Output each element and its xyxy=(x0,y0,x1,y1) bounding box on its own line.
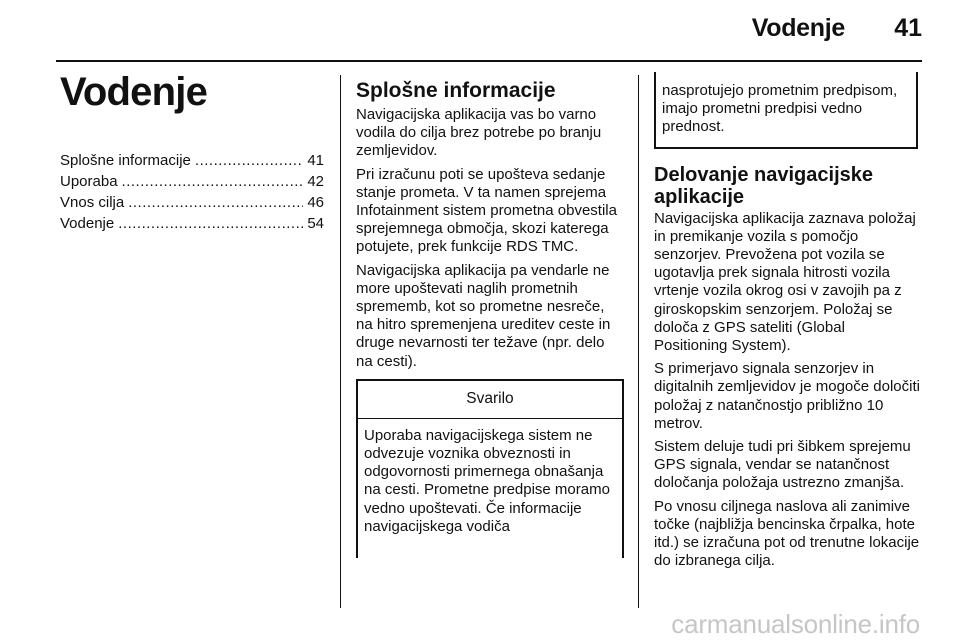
paragraph: Navigacijska aplikacija vas bo varno vodila do cilja brez potrebe po branju zemljevidov. xyxy=(356,106,602,160)
table-of-contents xyxy=(60,150,324,234)
watermark: carmanualsonline.info xyxy=(671,609,920,639)
section-heading: Delovanje navigacijske aplikacije xyxy=(654,163,874,208)
toc-label: Vodenje xyxy=(60,215,115,232)
right-column xyxy=(654,72,922,575)
page-header-title: Vodenje xyxy=(751,14,845,42)
toc-leader-dots xyxy=(128,192,303,213)
paragraph: Pri izračunu poti se upošteva sedanje stanje prometa. V ta namen sprejema Infotainment sistem prometna obvestila sprejemnega območja, skozi katerega potujete, prek funkcije RDS TMC. xyxy=(356,165,617,256)
warning-title: Svarilo xyxy=(358,381,622,419)
toc-page: 42 xyxy=(307,173,324,190)
section-heading: Splošne informacije xyxy=(356,79,556,102)
chapter-title: Vodenje xyxy=(60,70,208,114)
toc-label: Splošne informacije xyxy=(60,152,191,169)
toc-entry[interactable] xyxy=(60,192,324,213)
warning-box xyxy=(356,379,624,558)
warning-box-continued: nasprotujejo prometnim predpisom, imajo prometni predpisi vedno prednost. xyxy=(654,72,918,149)
toc-label: Uporaba xyxy=(60,173,118,190)
column-divider-left xyxy=(340,75,341,608)
toc-label: Vnos cilja xyxy=(60,194,125,211)
toc-leader-dots xyxy=(118,213,303,234)
toc-entry[interactable] xyxy=(60,171,324,192)
toc-page: 46 xyxy=(307,194,324,211)
paragraph: Navigacijska aplikacija pa vendarle ne more upoštevati naglih prometnih sprememb, kot so prometne nesreče, na hitro spremenjena ureditev ceste in druge nevarnosti ter težave (npr. delo na cesti). xyxy=(356,261,611,370)
toc-entry[interactable] xyxy=(60,150,324,171)
toc-page: 41 xyxy=(307,152,324,169)
middle-column xyxy=(356,80,624,558)
warning-text: Uporaba navigacijskega sistem ne odvezuje voznika obveznosti in odgovornosti primernega obnašanja na cesti. Prometne predpise moramo vedno upoštevati. Če informacije navigacijskega vodiča xyxy=(364,426,610,535)
page-number: 41 xyxy=(894,14,922,42)
column-divider-right xyxy=(638,75,639,608)
paragraph: Po vnosu ciljnega naslova ali zanimive točke (najbližja bencinska črpalka, hote itd.) se izračuna pot od trenutne lokacije do izbranega cilja. xyxy=(654,497,920,570)
header-rule xyxy=(56,60,922,62)
paragraph: S primerjavo signala senzorjev in digitalnih zemljevidov je mogoče določiti položaj z natančnostjo približno 10 metrov. xyxy=(654,360,920,432)
toc-page: 54 xyxy=(307,215,324,232)
paragraph: Navigacijska aplikacija zaznava položaj in premikanje vozila s pomočjo senzorjev. Prevožena pot vozila se ugotavlja prek signala hitrosti vozila vrtenje vozila okrog osi v zavojih pa z giroskopskim senzorjem. Položaj se določa z GPS sateliti (Global Positioning System). xyxy=(654,209,916,355)
toc-leader-dots xyxy=(195,150,303,171)
toc-entry[interactable] xyxy=(60,213,324,234)
paragraph: Sistem deluje tudi pri šibkem sprejemu GPS signala, vendar se natančnost določanja položaja ustrezno zmanjša. xyxy=(654,438,911,492)
toc-leader-dots xyxy=(122,171,304,192)
